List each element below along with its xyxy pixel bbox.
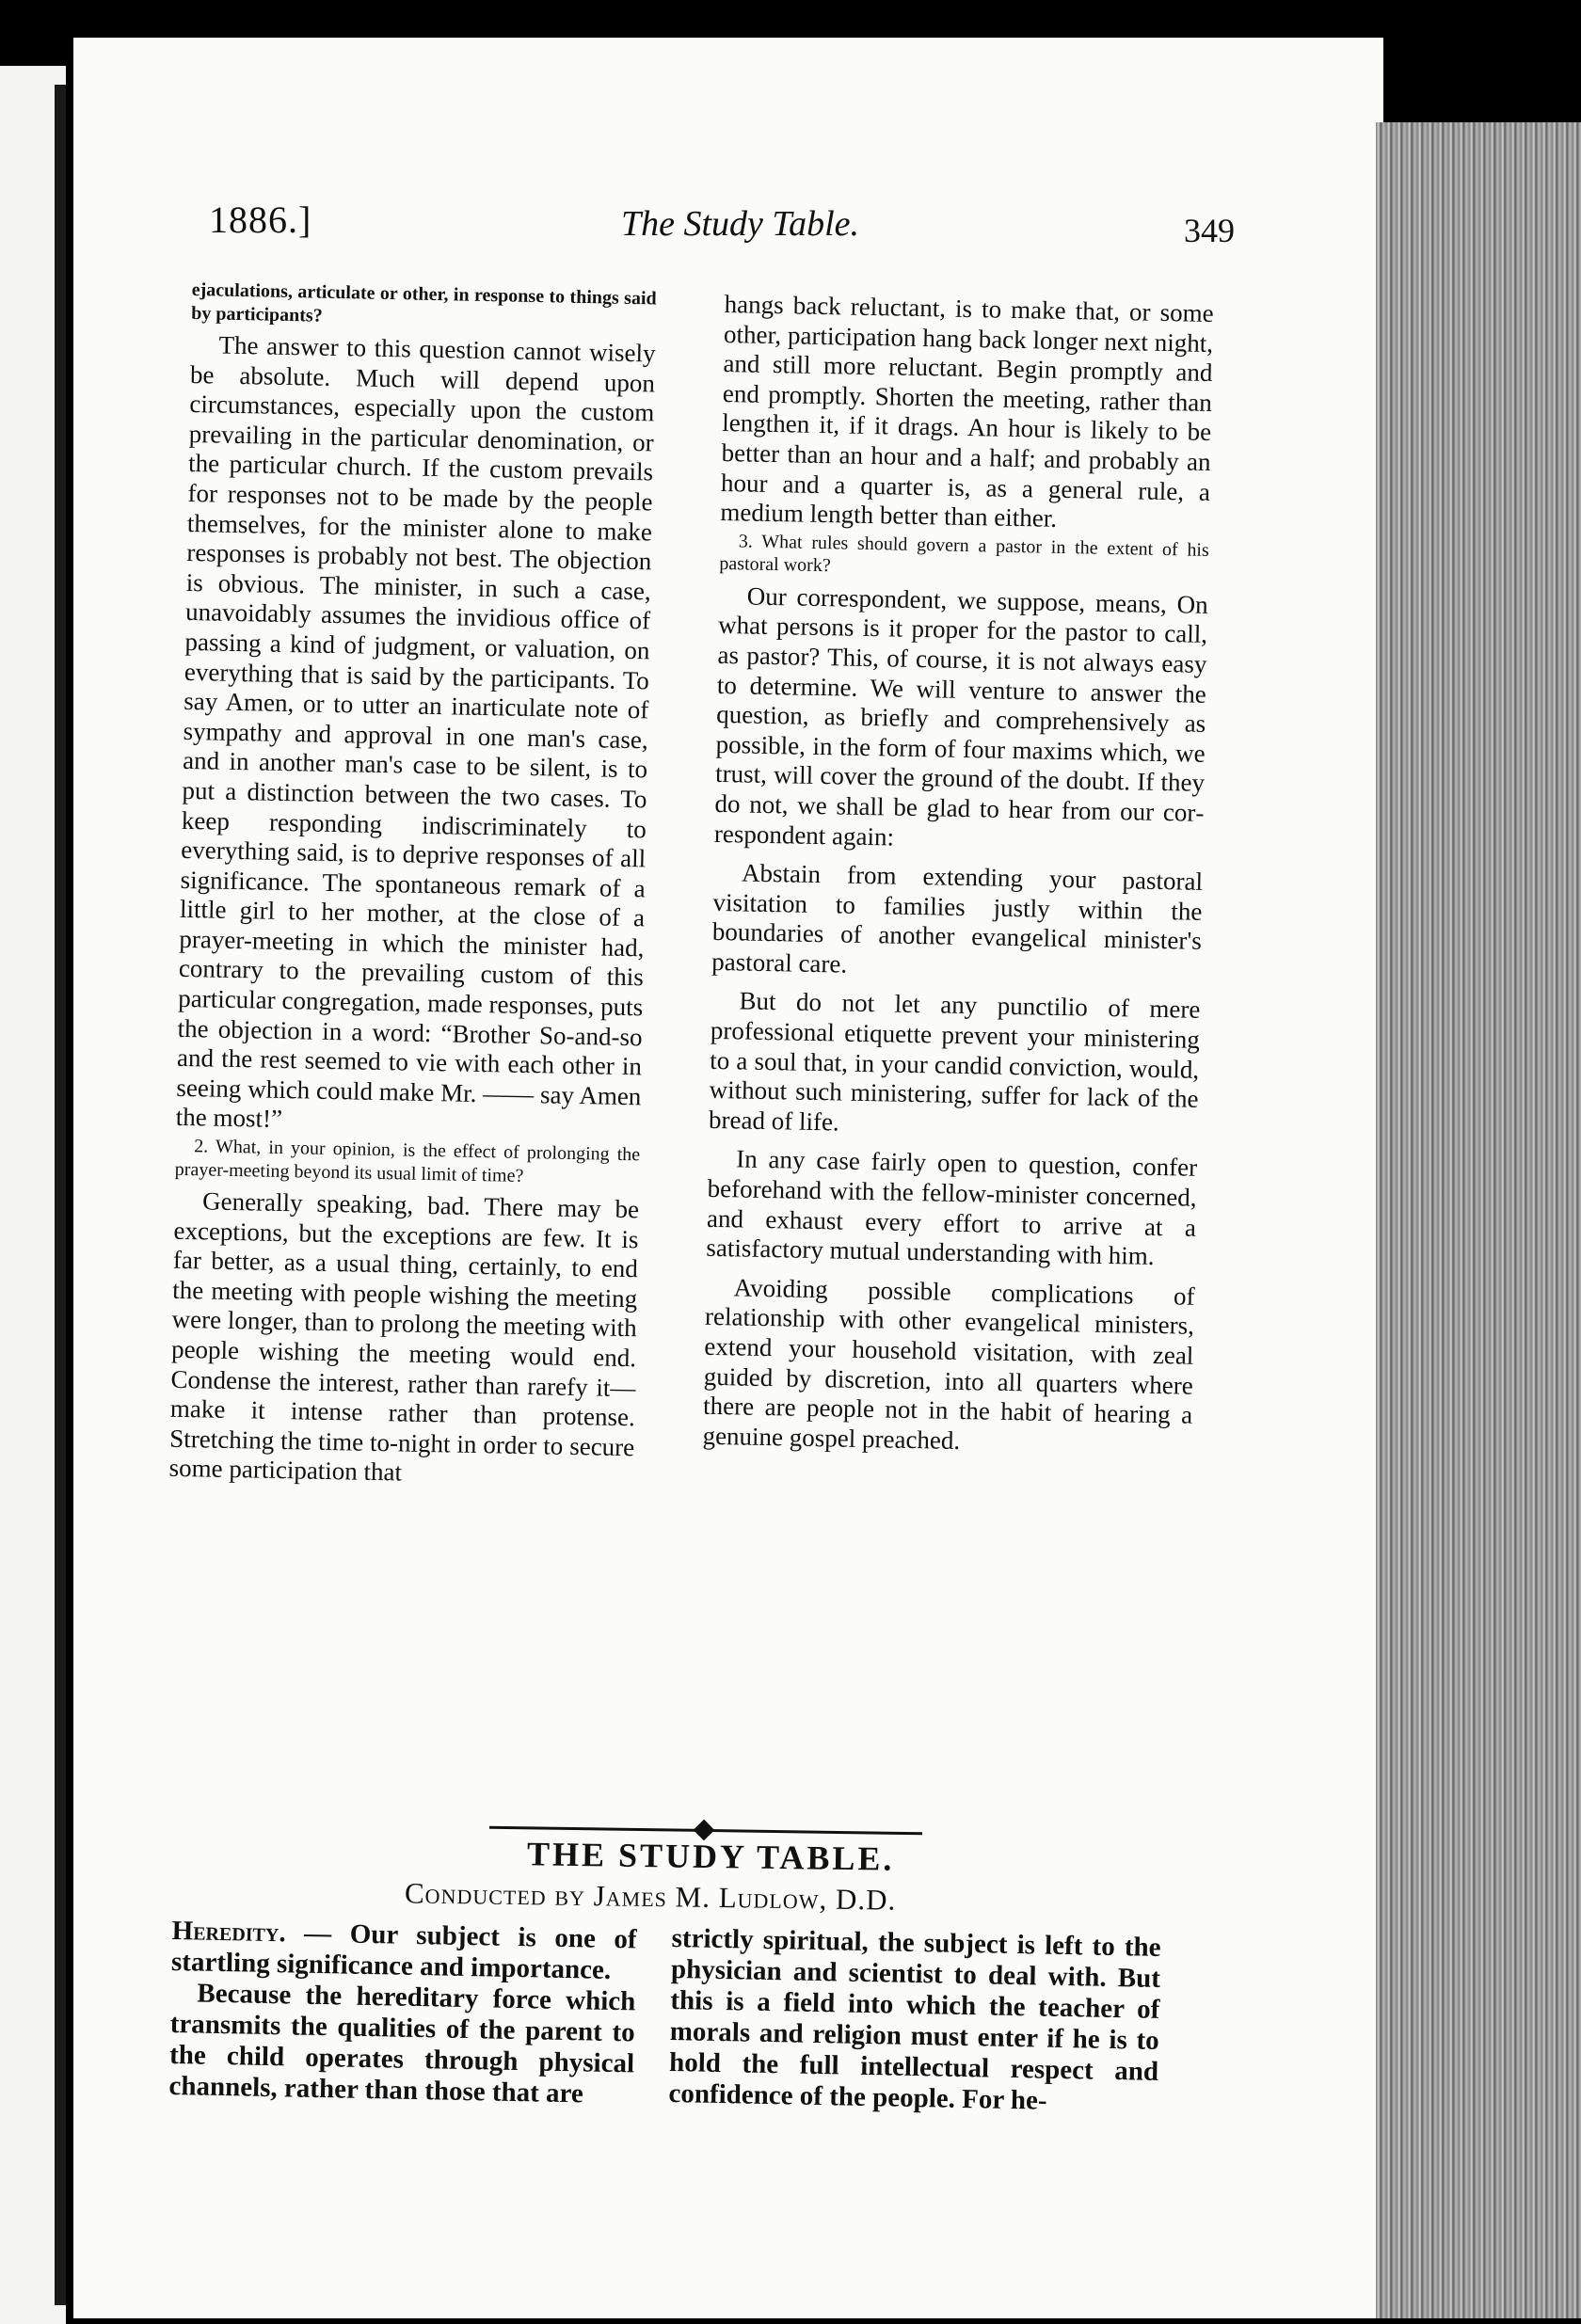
page-edges [1376, 122, 1581, 2318]
heredity-lead: Heredity. [171, 1916, 286, 1949]
question-fragment: ejaculations, articulate or other, in response to things said by participants? [191, 279, 657, 326]
question-3: 3. What rules should govern a pastor in the extent of his pastoral work? [719, 531, 1209, 577]
maxim-2: But do not let any punctilio of mere professional etiquette prevent your ministering to a soul that, in your candid conviction, would, without such ministering, suffer for lack of the bread of life. [708, 986, 1201, 1137]
lower-column-right [668, 1923, 1161, 2119]
question-2: 2. What, in your opinion, is the effect of prolonging the prayer-meeting beyond its usual limit of time? [174, 1136, 641, 1186]
answer-2-continued: hangs back reluctant, is to make that, or some other, participation hang back longer next night, and still more reluctant. Begin promptly and end promptly. Shorten the meeting, rather than lengthen it, if it drags. An hour is likely to be better than an hour and a half; and probably an hour and a quarter is, as a general rule, a medium length better than either. [720, 290, 1214, 533]
section-title: THE STUDY TABLE. [526, 1835, 895, 1878]
column-right [702, 290, 1214, 1460]
maxim-3: In any case fairly open to question, confer beforehand with the fellow-minister concerned, and exhaust every effort to arrive at a satisfactory mutual understanding with him. [706, 1144, 1198, 1271]
running-head [0, 198, 1581, 254]
book-binding [55, 85, 66, 2305]
answer-1-paragraph: The answer to this question cannot wisely be absolute. Much will depend upon circumstances, especially upon the custom prevailing in the particular denomination, or the particular church. If the custom prevails for responses not to be made by the people themselves, for the minister alone to make responses is probably not best. The objection is obvious. The minister, in such a case, unavoidably assumes the invidious office of passing a kind of judgment, or valuation, on everything that is said by the participants. To say Amen, or to utter an inarticulate note of sympathy and approval in one man's case, and in another man's case to be silent, is to put a distinction between the two cases. To keep responding indiscriminately to everything said, is to deprive responses of all significance. The spontaneous remark of a little girl to her mother, at the close of a prayer-meeting in which the minister had, contrary to the prevailing custom of this particular congregation, made responses, puts the objection in a word: “Brother So-and-so and the rest seemed to vie with each other in seeing which could make Mr. —— say Amen the most!” [175, 330, 656, 1134]
lower-column-left [168, 1916, 637, 2110]
page-number: 349 [1184, 212, 1235, 249]
heredity-paragraph: Because the hereditary force which transmits the qualities of the parent to the child operates through physical channels, rather than those that are [168, 1978, 636, 2109]
maxim-1: Abstain from extending your pastoral visitation to families justly within the boundaries of another evangelical minister's pastoral care. [711, 858, 1204, 979]
answer-3-paragraph: Our correspondent, we suppose, means, On what persons is it proper for the pastor to call, as pastor? This, of course, it is not always easy to determine. We will venture to answer the question, as briefly and comprehensively as possible, in the form of four maxims which, we trust, will cover the ground of the doubt. If they do not, we shall be glad to hear from our correspondent again: [713, 581, 1208, 852]
column-left [168, 277, 657, 1492]
section-byline: Conducted by James M. Ludlow, D.D. [404, 1876, 897, 1917]
heredity-continued: strictly spiritual, the subject is left to the physician and scientist to deal with. But this is a field into which the teacher of morals and religion must enter if he is to hold the full intellectual respect and confidence of the people. For he- [668, 1923, 1161, 2116]
answer-2-paragraph: Generally speaking, bad. There may be exceptions, but the exceptions are few. It is far better, as a usual thing, certainly, to end the meeting with people wishing the meeting were longer, than to prolong the meeting with people wishing the meeting would end. Condense the interest, rather than rarefy it—make it intense rather than protense. Stretching the time to-night in order to secure some participation that [168, 1186, 640, 1487]
heredity-intro [171, 1916, 637, 1986]
header-year: 1886.] [209, 199, 312, 241]
facing-page-strip [0, 66, 66, 2324]
maxim-4: Avoiding possible complications of relationship with other evangelical ministers, extend your household visitation, with zeal guided by discretion, into all quarters where there are people not in the habit of hearing a genuine gospel preached. [702, 1273, 1195, 1455]
header-title: The Study Table. [621, 204, 859, 244]
heredity-intro-text: — Our subject is one of startling significance and importance. [170, 1918, 637, 1985]
